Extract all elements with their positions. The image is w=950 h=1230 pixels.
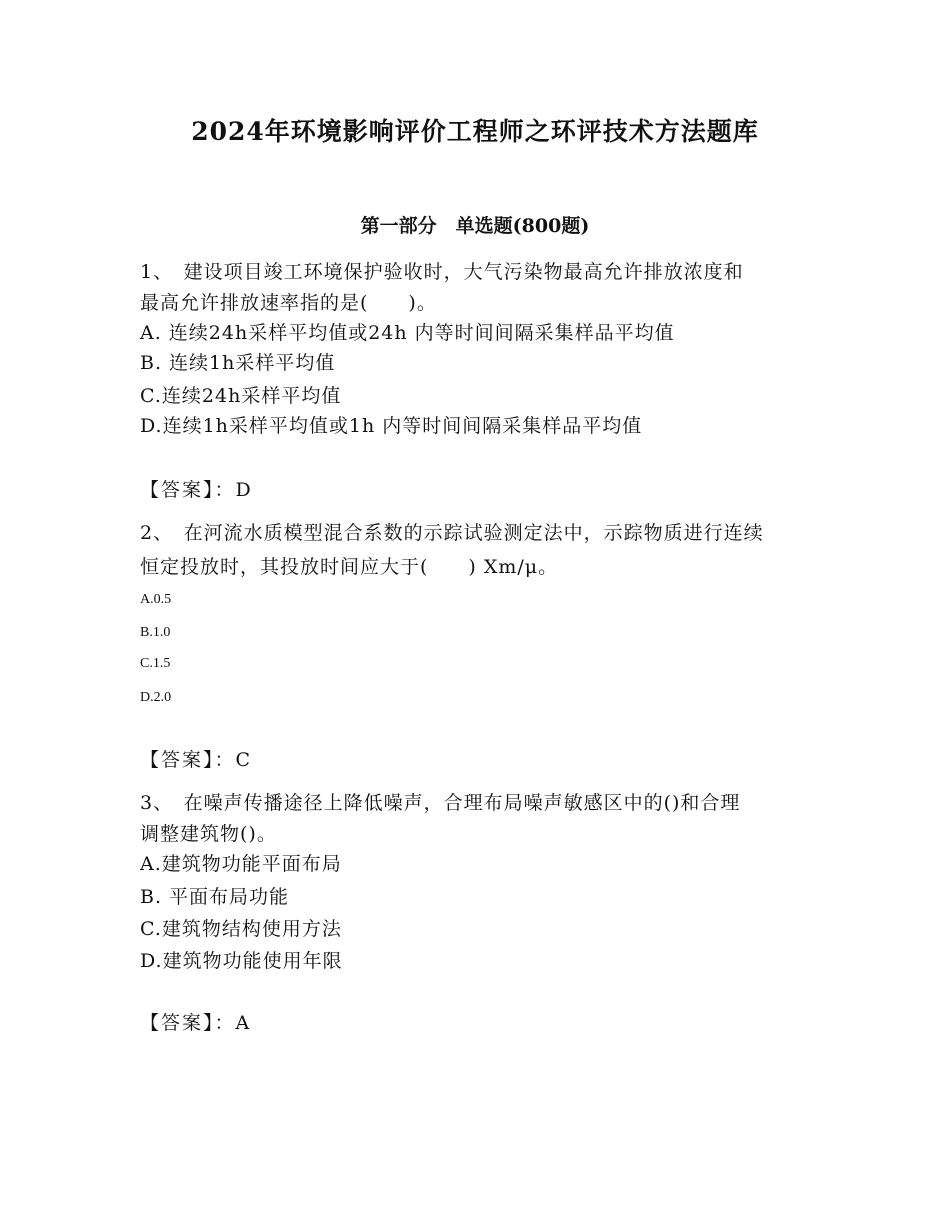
question-3-option-b: B. 平面布局功能 bbox=[140, 886, 290, 908]
question-1-option-c: C.连续24h采样平均值 bbox=[140, 385, 342, 407]
question-3-answer: 【答案】：A bbox=[140, 1012, 252, 1034]
question-2-option-c: C.1.5 bbox=[140, 656, 171, 671]
question-3-stem-line-1: 3、 在噪声传播途径上降低噪声，合理布局噪声敏感区中的()和合理 bbox=[140, 792, 741, 814]
document-title: 2024年环境影响评价工程师之环评技术方法题库 bbox=[191, 117, 759, 146]
question-1-stem-line-1: 1、 建设项目竣工环境保护验收时，大气污染物最高允许排放浓度和 bbox=[140, 261, 744, 283]
question-1-option-b: B. 连续1h采样平均值 bbox=[140, 352, 336, 374]
question-2-option-d: D.2.0 bbox=[140, 690, 172, 705]
question-1-option-a: A. 连续24h采样平均值或24h 内等时间间隔采集样品平均值 bbox=[140, 322, 675, 344]
question-2-stem-line-1: 2、 在河流水质模型混合系数的示踪试验测定法中，示踪物质进行连续 bbox=[140, 522, 764, 544]
question-3-option-a: A.建筑物功能平面布局 bbox=[140, 853, 342, 875]
question-3-option-c: C.建筑物结构使用方法 bbox=[140, 918, 342, 940]
question-1-answer: 【答案】：D bbox=[140, 479, 253, 501]
section-title: 第一部分 单选题(800题) bbox=[360, 215, 590, 237]
question-2-option-a: A.0.5 bbox=[140, 592, 172, 607]
question-3-stem-line-2: 调整建筑物()。 bbox=[140, 823, 277, 845]
question-2-stem-line-2: 恒定投放时，其投放时间应大于( ) Xm/μ。 bbox=[140, 556, 559, 578]
question-3-option-d: D.建筑物功能使用年限 bbox=[140, 950, 343, 972]
question-1-stem-line-2: 最高允许排放速率指的是( )。 bbox=[140, 292, 437, 314]
question-2-answer: 【答案】：C bbox=[140, 749, 253, 771]
question-1-option-d: D.连续1h采样平均值或1h 内等时间间隔采集样品平均值 bbox=[140, 415, 643, 437]
question-2-option-b: B.1.0 bbox=[140, 625, 171, 640]
